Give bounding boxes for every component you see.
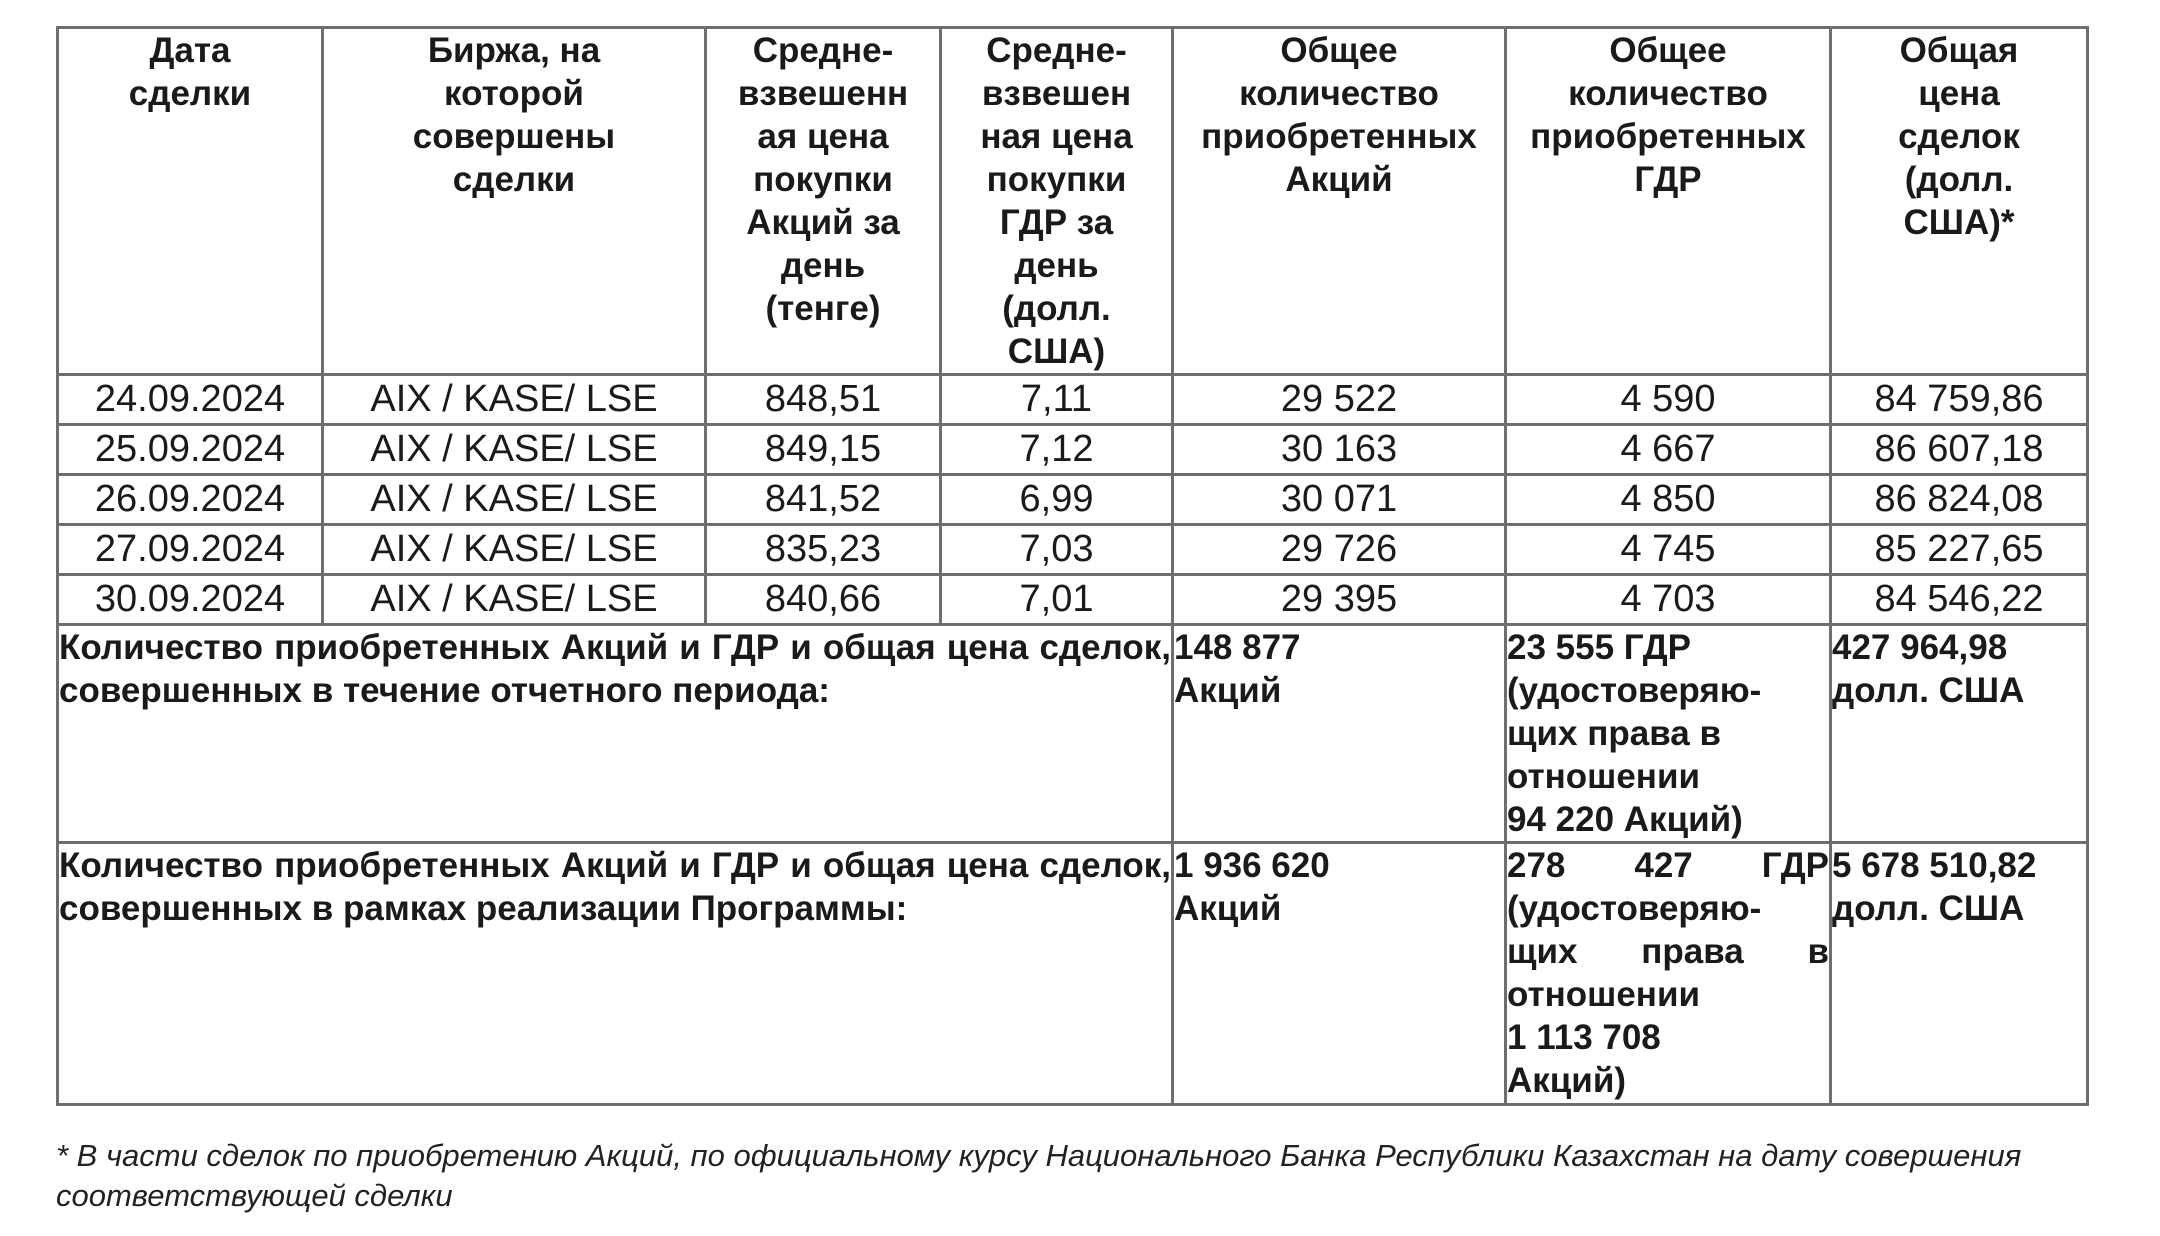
- header-line: цена: [1918, 74, 2000, 113]
- header-line: США)*: [1903, 203, 2015, 242]
- cell-total-price: 84 546,22: [1831, 575, 2088, 625]
- header-line: сделок: [1898, 117, 2020, 156]
- cell-avg-share-price: 849,15: [706, 425, 941, 475]
- header-exchange: [323, 28, 706, 375]
- header-line: приобретенных: [1201, 117, 1477, 156]
- header-line: Средне-: [986, 31, 1127, 70]
- cell-total-price: 86 607,18: [1831, 425, 2088, 475]
- cell-total-price: 85 227,65: [1831, 525, 2088, 575]
- header-line: Акций за: [746, 203, 900, 242]
- header-line: сделки: [452, 160, 576, 199]
- header-line: взвешен: [981, 74, 1132, 113]
- summary-line: (удостоверяю-: [1507, 889, 1762, 928]
- summary-program-gdr: [1506, 843, 1831, 1105]
- header-line: день: [780, 246, 866, 285]
- cell-avg-gdr-price: 7,12: [941, 425, 1173, 475]
- cell-gdr: 4 667: [1506, 425, 1831, 475]
- cell-exchange: AIX / KASE/ LSE: [323, 475, 706, 525]
- summary-row-period: [58, 625, 2088, 843]
- summary-line: 148 877: [1174, 628, 1301, 667]
- summary-period-label: Количество приобретенных Акций и ГДР и общая цена сделок, совершенных в течение отчетного периода:: [58, 625, 1173, 843]
- summary-line: 1 113 708: [1507, 1018, 1661, 1057]
- table-row: [58, 375, 2088, 425]
- cell-total-price: 84 759,86: [1831, 375, 2088, 425]
- cell-avg-share-price: 841,52: [706, 475, 941, 525]
- header-line: Общее: [1609, 31, 1727, 70]
- cell-shares: 30 071: [1173, 475, 1506, 525]
- header-line: (тенге): [765, 289, 881, 328]
- cell-avg-gdr-price: 7,01: [941, 575, 1173, 625]
- cell-gdr: 4 850: [1506, 475, 1831, 525]
- summary-line: Акций: [1174, 889, 1282, 928]
- summary-line: 278 427 ГДР: [1507, 846, 1829, 885]
- header-row: [58, 28, 2088, 375]
- cell-avg-share-price: 835,23: [706, 525, 941, 575]
- summary-line: (удостоверяю-: [1507, 671, 1762, 710]
- summary-program-label: Количество приобретенных Акций и ГДР и общая цена сделок, совершенных в рамках реализации Программы:: [58, 843, 1173, 1105]
- cell-avg-share-price: 848,51: [706, 375, 941, 425]
- cell-exchange: AIX / KASE/ LSE: [323, 575, 706, 625]
- header-line: количество: [1239, 74, 1439, 113]
- cell-date: 24.09.2024: [58, 375, 323, 425]
- table-row: [58, 475, 2088, 525]
- header-line: сделки: [128, 74, 252, 113]
- header-line: ГДР за: [999, 203, 1114, 242]
- header-avg-share-price: [706, 28, 941, 375]
- summary-line: долл. США: [1832, 671, 2025, 710]
- header-line: покупки: [986, 160, 1127, 199]
- header-total-gdr: [1506, 28, 1831, 375]
- cell-shares: 29 395: [1173, 575, 1506, 625]
- header-total-price: [1831, 28, 2088, 375]
- header-line: Общее: [1280, 31, 1398, 70]
- header-line: Биржа, на: [427, 31, 601, 70]
- cell-avg-gdr-price: 7,11: [941, 375, 1173, 425]
- summary-row-program: [58, 843, 2088, 1105]
- cell-date: 30.09.2024: [58, 575, 323, 625]
- header-line: количество: [1568, 74, 1768, 113]
- summary-program-total: [1831, 843, 2088, 1105]
- summary-period-total: [1831, 625, 2088, 843]
- header-trade-date: [58, 28, 323, 375]
- summary-line: 427 964,98: [1832, 628, 2008, 667]
- header-line: день: [1014, 246, 1099, 285]
- header-line: (долл.: [1002, 289, 1111, 328]
- summary-line: 94 220 Акций): [1507, 800, 1743, 839]
- summary-program-shares: [1173, 843, 1506, 1105]
- header-line: США): [1007, 332, 1106, 371]
- table-row: [58, 575, 2088, 625]
- cell-shares: 30 163: [1173, 425, 1506, 475]
- cell-exchange: AIX / KASE/ LSE: [323, 375, 706, 425]
- header-line: ГДР: [1634, 160, 1702, 199]
- summary-line: долл. США: [1832, 889, 2025, 928]
- cell-date: 25.09.2024: [58, 425, 323, 475]
- header-line: Общая: [1899, 31, 2019, 70]
- summary-line: отношении: [1507, 757, 1700, 796]
- summary-line: 1 936 620: [1174, 846, 1330, 885]
- header-total-shares: [1173, 28, 1506, 375]
- cell-avg-gdr-price: 7,03: [941, 525, 1173, 575]
- share-buyback-table: [56, 26, 2089, 1106]
- cell-date: 26.09.2024: [58, 475, 323, 525]
- summary-line: 5 678 510,82: [1832, 846, 2037, 885]
- cell-shares: 29 726: [1173, 525, 1506, 575]
- summary-line: 23 555 ГДР: [1507, 628, 1692, 667]
- footnote: * В части сделок по приобретению Акций, по официальному курсу Национального Банка Республики Казахстан на дату совершения соответствующей сделки: [56, 1138, 2022, 1213]
- cell-avg-gdr-price: 6,99: [941, 475, 1173, 525]
- header-line: ная цена: [980, 117, 1133, 156]
- header-avg-gdr-price: [941, 28, 1173, 375]
- summary-line: щих права в: [1507, 714, 1721, 753]
- header-line: приобретенных: [1530, 117, 1806, 156]
- cell-gdr: 4 590: [1506, 375, 1831, 425]
- cell-exchange: AIX / KASE/ LSE: [323, 525, 706, 575]
- summary-line: отношении: [1507, 975, 1700, 1014]
- table-row: [58, 525, 2088, 575]
- header-line: покупки: [753, 160, 893, 199]
- table-row: [58, 425, 2088, 475]
- summary-period-gdr: [1506, 625, 1831, 843]
- cell-gdr: 4 703: [1506, 575, 1831, 625]
- cell-avg-share-price: 840,66: [706, 575, 941, 625]
- summary-line: Акций): [1507, 1061, 1626, 1100]
- header-line: совершены: [412, 117, 616, 156]
- cell-shares: 29 522: [1173, 375, 1506, 425]
- header-line: ая цена: [757, 117, 889, 156]
- header-line: (долл.: [1904, 160, 2014, 199]
- data-rows: [58, 375, 2088, 625]
- cell-date: 27.09.2024: [58, 525, 323, 575]
- summary-period-shares: [1173, 625, 1506, 843]
- summary-line: Акций: [1174, 671, 1282, 710]
- header-line: Дата: [149, 31, 231, 70]
- header-line: Акций: [1285, 160, 1393, 199]
- header-line: взвешенн: [737, 74, 909, 113]
- cell-total-price: 86 824,08: [1831, 475, 2088, 525]
- cell-exchange: AIX / KASE/ LSE: [323, 425, 706, 475]
- summary-line: щих права в: [1507, 932, 1829, 971]
- header-line: Средне-: [752, 31, 894, 70]
- cell-gdr: 4 745: [1506, 525, 1831, 575]
- header-line: которой: [444, 74, 584, 113]
- report-sheet: [56, 26, 2086, 1106]
